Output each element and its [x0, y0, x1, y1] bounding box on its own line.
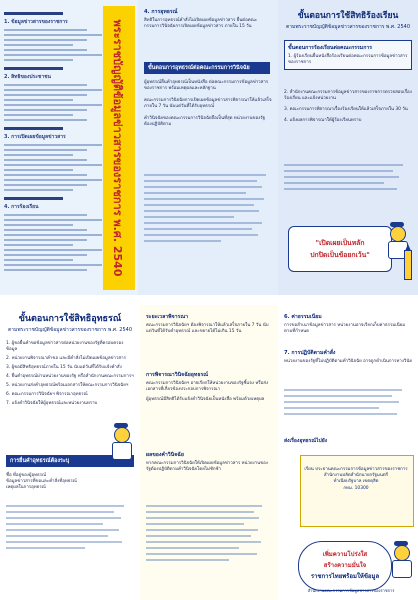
section-header-bar [4, 12, 63, 15]
review-heading: การพิจารณาวินิจฉัยอุทธรณ์ [146, 372, 209, 378]
appeal-timeline-section [146, 313, 272, 335]
brochure-outer-side [0, 0, 418, 295]
slogan-line-3: ราชการไทยพร้อมให้ข้อมูล [310, 573, 380, 580]
fees-section [284, 313, 412, 335]
section-header-bar [4, 197, 63, 200]
appeal-steps [144, 80, 272, 128]
complaint-step-4: 4. แจ้งผลการพิจารณาให้ผู้ร้องเรียนทราบ [284, 118, 362, 123]
review-text-2: ผู้อุทธรณ์มีสิทธิได้รับแจ้งคำวินิจฉัยเป็นหนังสือ พร้อมด้วยเหตุผล [146, 397, 265, 402]
fold-gap [0, 296, 418, 305]
b3-filler [284, 385, 412, 419]
appeal-steps-panel [0, 305, 141, 600]
motto-line-1: "เปิดเผยเป็นหลัก [315, 239, 365, 247]
pencil-icon [404, 250, 412, 280]
appeal-title: ขั้นตอนการใช้สิทธิอุทธรณ์ [18, 314, 122, 324]
publisher-footer: สำนักงานคณะกรรมการข้อมูลข่าวสารของราชการ [307, 588, 395, 593]
complaint-filler [284, 160, 412, 194]
appeal-requirements-banner: การยื่นคำอุทธรณ์ต้องระบุ [6, 455, 134, 467]
motto-line-2: ปกปิดเป็นข้อยกเว้น" [310, 251, 370, 259]
timeline-text: คณะกรรมการวินิจฉัยฯ ต้องพิจารณาให้แล้วเสร็จภายใน 7 วัน นับแต่วันที่ได้รับคำอุทธรณ์ และขยายได้ไม่เกิน 15 วัน [146, 323, 269, 334]
mailing-address [304, 467, 408, 492]
complaint-box [284, 40, 412, 70]
appeal-item-1: 1. ผู้ขอยื่นคำขอข้อมูลข่าวสารต่อหน่วยงานของรัฐที่ครอบครองข้อมูล [6, 341, 124, 352]
appeal-requirements [6, 473, 134, 491]
slogan-line-1: เพิ่มความโปร่งใส [322, 551, 368, 558]
address-line-1: เรียน ประธานคณะกรรมการข้อมูลข่าวสารของราชการ [304, 467, 408, 472]
slogan-cloud [298, 541, 392, 591]
complaint-title-block [278, 8, 418, 31]
appeal-item-5: 5. หน่วยงานส่งคำอุทธรณ์พร้อมเอกสารให้คณะกรรมการวินิจฉัยฯ [6, 383, 129, 388]
complaint-title: ขั้นตอนการใช้สิทธิร้องเรียน [297, 11, 399, 21]
requirement-2: ข้อมูลข่าวสารที่ขอและคำสั่งที่อุทธรณ์ [6, 479, 77, 484]
filler-lines [144, 170, 272, 246]
result-text: หากคณะกรรมการวินิจฉัยให้เปิดเผยข้อมูลข่าวสาร หน่วยงานของรัฐต้องปฏิบัติตามคำวินิจฉัยโดยไม่ชักช้า [146, 461, 268, 472]
appeal-item-2: 2. หน่วยงานพิจารณาคำขอ และมีคำสั่งไม่เปิดเผยข้อมูลข่าวสาร [6, 356, 126, 361]
complaint-step-2: 2. สำนักงานคณะกรรมการข้อมูลข่าวสารของราชการตรวจสอบเรื่องร้องเรียน และแจ้งหน่วยงาน [284, 90, 412, 101]
requirement-1: ชื่อ ที่อยู่ของผู้อุทธรณ์ [6, 473, 47, 478]
complaint-steps [284, 90, 412, 124]
review-text-1: คณะกรรมการวินิจฉัยฯ อาจเรียกให้หน่วยงานของรัฐชี้แจง หรือส่งเอกสารที่เกี่ยวข้องประกอบการพิจารณา [146, 381, 269, 392]
complaint-subtitle: ตามพระราชบัญญัติข้อมูลข่าวสารของราชการ พ.ศ. 2540 [285, 24, 411, 30]
appeal-filler [6, 501, 134, 553]
appeal-step-1: ผู้อุทธรณ์ยื่นคำอุทธรณ์เป็นหนังสือ ต่อคณะกรรมการข้อมูลข่าวสารของราชการ พร้อมเหตุผลและหลักฐาน [144, 80, 269, 91]
fees-heading: 6. ค่าธรรมเนียม [284, 314, 322, 320]
slogan-line-2: สร้างความมั่นใจ [323, 562, 367, 569]
appeal-subtitle: ตามพระราชบัญญัติข้อมูลข่าวสารของราชการ พ.ศ. 2540 [7, 327, 133, 333]
appeal-text: สิทธิในการอุทธรณ์คำสั่งไม่เปิดเผยข้อมูลข่าวสาร ยื่นต่อคณะกรรมการวินิจฉัยการเปิดเผยข้อมูลข่าวสาร ภายใน 15 วัน [144, 18, 258, 29]
compliance-heading: 7. การปฏิบัติตามคำสั่ง [284, 350, 336, 356]
appeal-section [144, 8, 272, 30]
appeal-step-3: คำวินิจฉัยของคณะกรรมการวินิจฉัยถือเป็นที่สุด หน่วยงานของรัฐต้องปฏิบัติตาม [144, 116, 266, 127]
requirement-3: เหตุผลในการอุทธรณ์ [6, 485, 46, 490]
motto-card [288, 226, 392, 272]
result-heading: ผลของคำวินิจฉัย [146, 452, 184, 458]
fees-text: การขอสำเนาข้อมูลข่าวสาร หน่วยงานอาจเรียกเก็บค่าธรรมเนียมตามที่กำหนด [284, 323, 406, 334]
appeal-numbered-steps [6, 341, 134, 407]
appeal-heading: 4. การอุทธรณ์ [144, 9, 178, 15]
address-line-3: ทำเนียบรัฐบาล เขตดุสิต [333, 479, 379, 485]
p1-section4-heading: 4. การร้องเรียน [4, 204, 39, 210]
complaint-step-1: 1. ผู้ร้องเรียนยื่นหนังสือร้องเรียนต่อคณะกรรมการข้อมูลข่าวสารของราชการ [288, 54, 408, 65]
brochure-inner-side [0, 305, 418, 600]
appeal-item-7: 7. แจ้งคำวินิจฉัยให้ผู้อุทธรณ์และหน่วยงานทราบ [6, 401, 98, 406]
appeal-item-6: 6. คณะกรรมการวินิจฉัยฯ พิจารณาอุทธรณ์ [6, 392, 88, 397]
address-line-2: สำนักงานปลัดสำนักนายกรัฐมนตรี [323, 473, 389, 479]
appeal-item-3: 3. ผู้ขอมีสิทธิอุทธรณ์ภายใน 15 วัน นับแต่วันที่ได้รับแจ้งคำสั่ง [6, 365, 122, 370]
timeline-heading: ระยะเวลาพิจารณา [146, 314, 189, 320]
rotated-act-title: พระราชบัญญัติข้อมูลข่าวสารของราชการ พ.ศ. 2540 [111, 19, 124, 277]
compliance-text: หน่วยงานของรัฐที่ไม่ปฏิบัติตามคำวินิจฉัย อาจถูกดำเนินการทางวินัย [284, 359, 412, 364]
compliance-section [284, 349, 412, 365]
complaint-step-3: 3. คณะกรรมการพิจารณาเรื่องร้องเรียนให้แล้วเสร็จภายใน 30 วัน [284, 107, 408, 112]
appeal-info-panel [138, 0, 279, 295]
appeal-steps-banner: ขั้นตอนการอุทธรณ์ต่อคณะกรรมการวินิจฉัย [144, 62, 270, 74]
section-header-bar [4, 67, 63, 70]
appeal-review-section [146, 371, 272, 403]
section-header-bar [4, 127, 63, 130]
process-filler [146, 501, 272, 565]
appeal-title-block [0, 311, 140, 334]
send-to-label: ส่งเรื่องอุทธรณ์ไปยัง [284, 438, 328, 444]
appeal-step-2: คณะกรรมการวินิจฉัยการเปิดเผยข้อมูลข่าวสารพิจารณาให้แล้วเสร็จภายใน 7 วัน นับแต่วันที่ได้รับอุทธรณ์ [144, 98, 272, 109]
appeal-result-section [146, 451, 272, 473]
p1-section1-heading: 1. ข้อมูลข่าวสารของราชการ [4, 19, 68, 25]
p1-section2-heading: 2. สิทธิของประชาชน [4, 74, 51, 80]
complaint-box-heading: ขั้นตอนการร้องเรียนต่อคณะกรรมการ [288, 45, 373, 51]
rotated-text-block [4, 6, 102, 290]
rotated-panel [0, 0, 139, 295]
appeal-process-panel [140, 305, 279, 600]
p1-section3-heading: 3. การเปิดเผยข้อมูลข่าวสาร [4, 134, 66, 140]
appeal-item-4: 4. ยื่นคำอุทธรณ์ผ่านหน่วยงานของรัฐ หรือสำนักงานคณะกรรมการฯ [6, 374, 134, 379]
address-line-4: กทม. 10300 [343, 485, 369, 491]
